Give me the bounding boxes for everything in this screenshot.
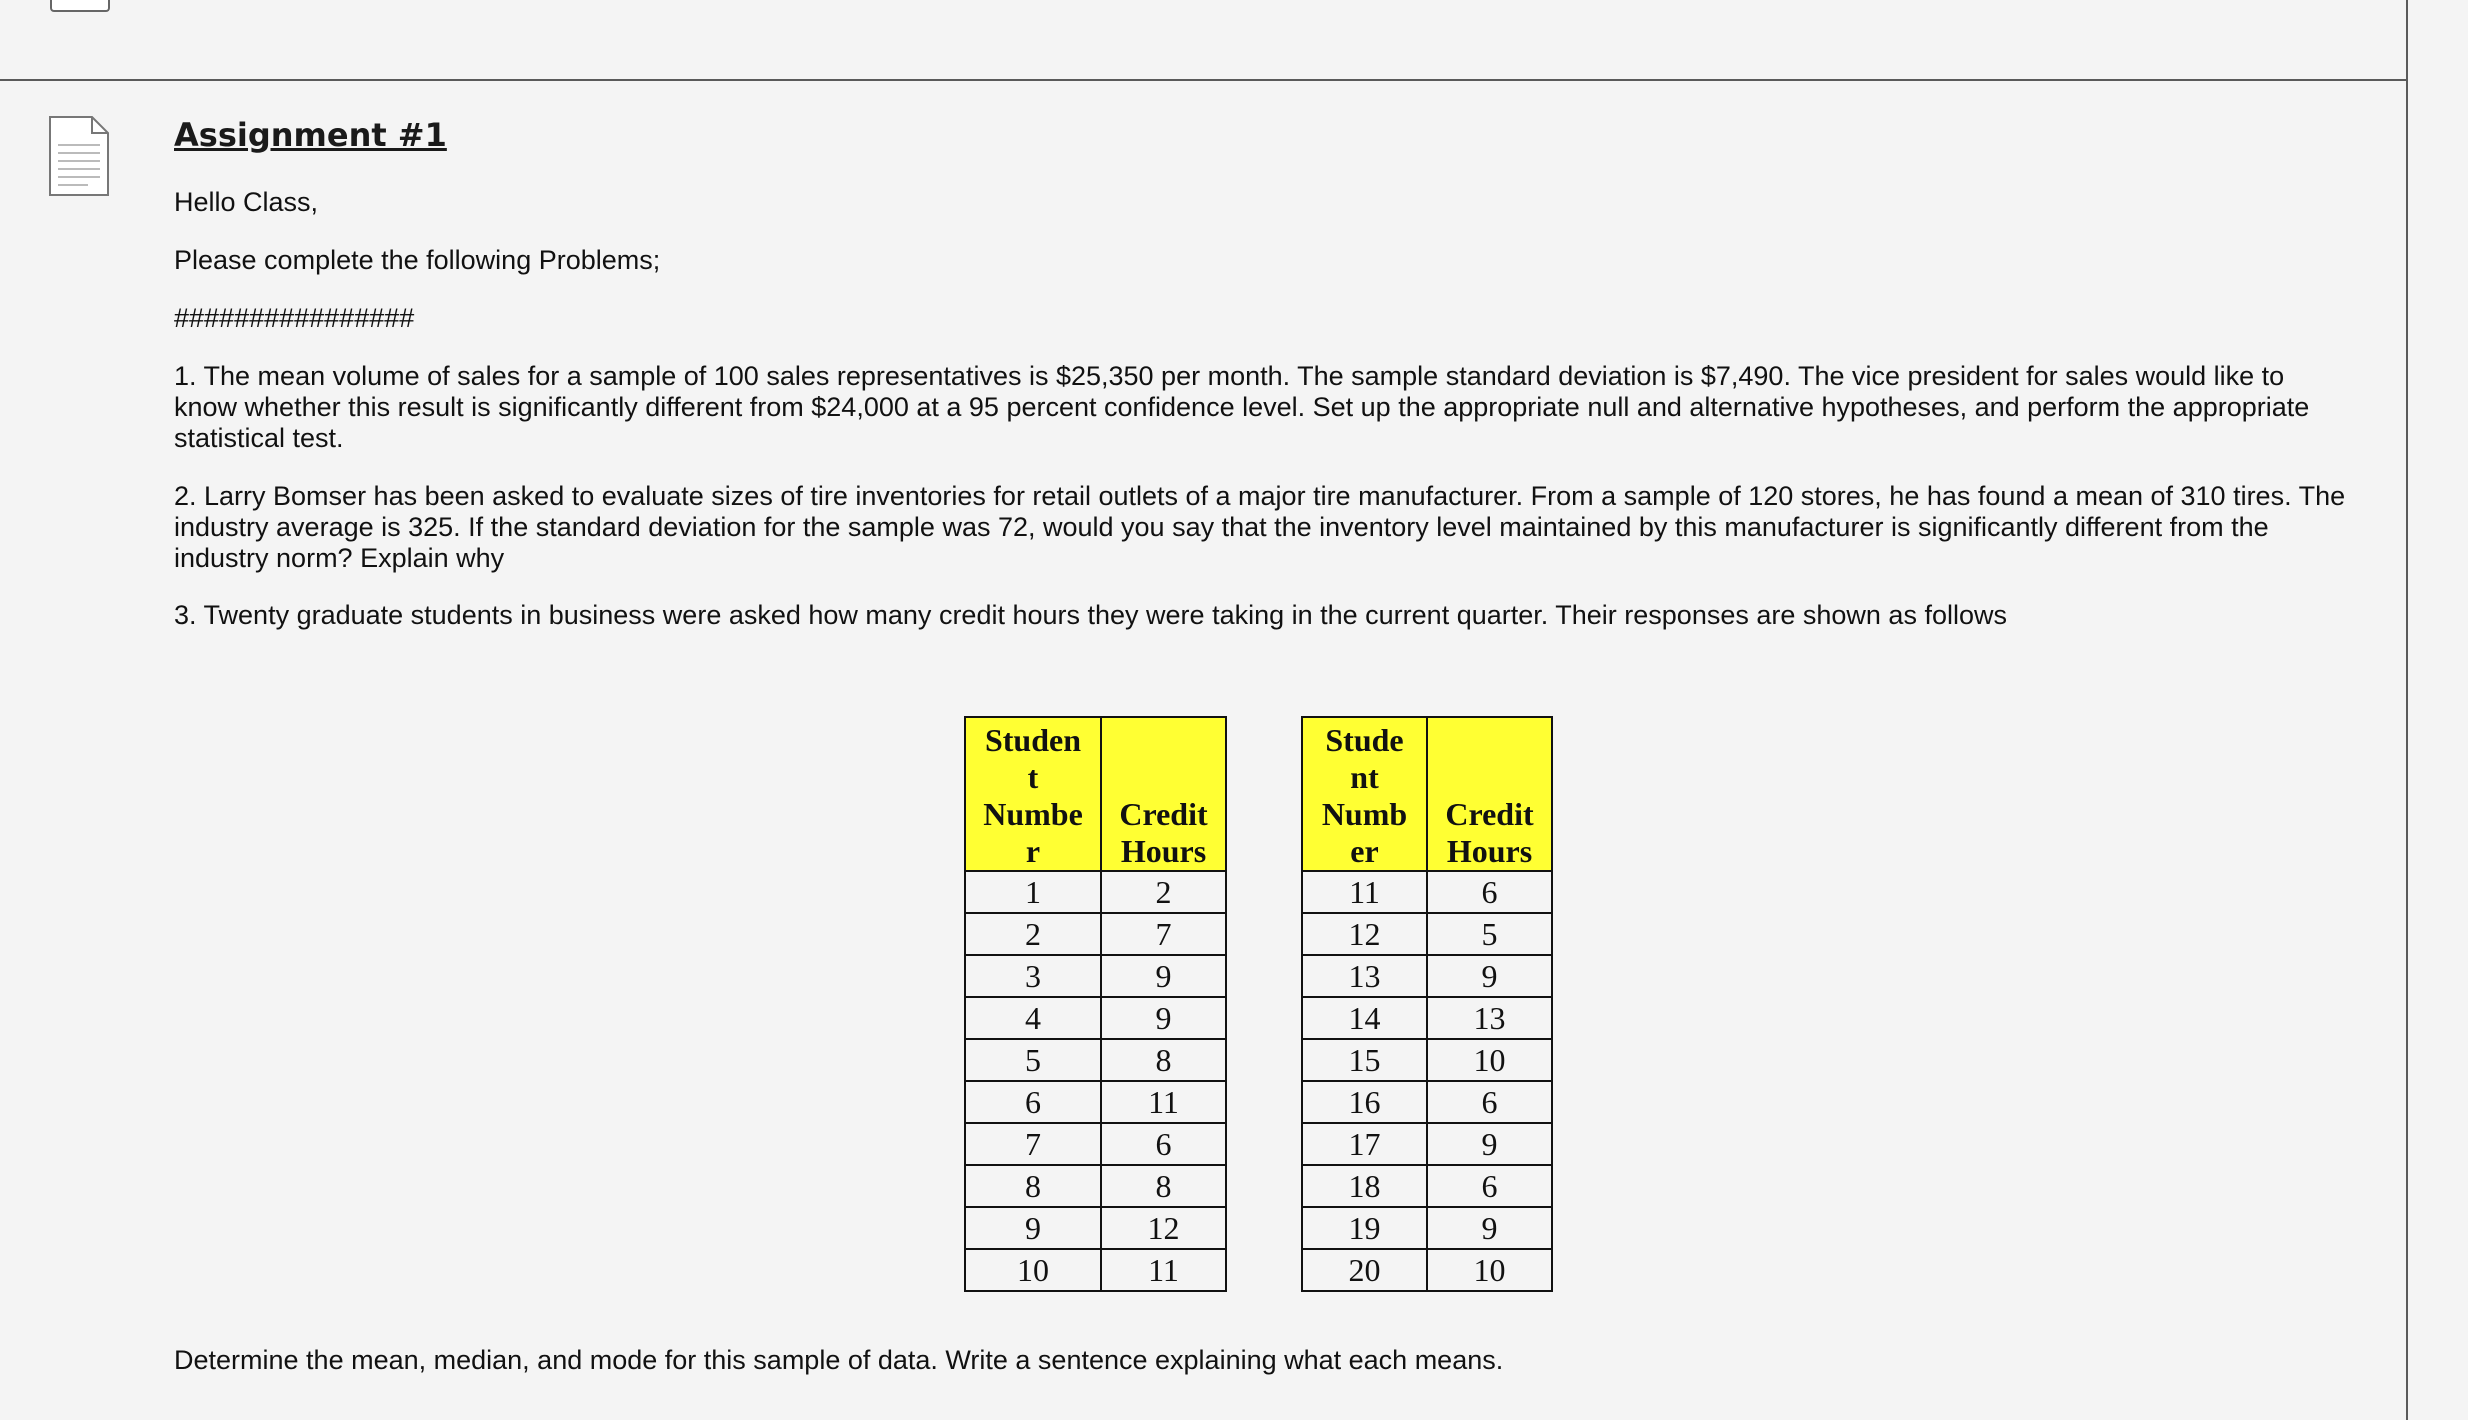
- table-row: [965, 955, 1226, 997]
- credit-hours-cell: 9: [1427, 1123, 1552, 1165]
- student-number-cell: 18: [1302, 1165, 1427, 1207]
- table-row: [1302, 1123, 1552, 1165]
- credit-hours-cell: 6: [1101, 1123, 1226, 1165]
- credit-hours-cell: 12: [1101, 1207, 1226, 1249]
- credit-hours-cell: 2: [1101, 871, 1226, 913]
- credit-hours-cell: 7: [1101, 913, 1226, 955]
- assignment-title[interactable]: Assignment #1: [174, 116, 447, 154]
- credit-hours-cell: 6: [1427, 1081, 1552, 1123]
- table-row: [965, 871, 1226, 913]
- table-row: [1302, 955, 1552, 997]
- credit-hours-cell: 9: [1427, 1207, 1552, 1249]
- problem-3: 3. Twenty graduate students in business were asked how many credit hours they were taking in the current quarter. Their responses are shown as follows: [174, 600, 2007, 630]
- student-number-cell: 11: [1302, 871, 1427, 913]
- table-row: [965, 1081, 1226, 1123]
- table-row: [1302, 1081, 1552, 1123]
- table-row: [1302, 1039, 1552, 1081]
- credit-hours-cell: 9: [1101, 997, 1226, 1039]
- table-row: [965, 1039, 1226, 1081]
- student-number-cell: 20: [1302, 1249, 1427, 1291]
- credit-hours-cell: 10: [1427, 1039, 1552, 1081]
- table-row: [1302, 913, 1552, 955]
- table-row: [965, 997, 1226, 1039]
- divider-text: ################: [174, 303, 415, 333]
- student-number-cell: 19: [1302, 1207, 1427, 1249]
- table-row: [1302, 1249, 1552, 1291]
- student-number-cell: 6: [965, 1081, 1101, 1123]
- table-row: [1302, 1207, 1552, 1249]
- right-border: [2406, 0, 2408, 1420]
- student-number-cell: 15: [1302, 1039, 1427, 1081]
- student-number-cell: 13: [1302, 955, 1427, 997]
- student-number-cell: 1: [965, 871, 1101, 913]
- table-row: [965, 1207, 1226, 1249]
- credit-hours-cell: 11: [1101, 1249, 1226, 1291]
- header-student-number: Studen t Numbe r: [965, 717, 1101, 871]
- student-number-cell: 5: [965, 1039, 1101, 1081]
- credit-hours-cell: 6: [1427, 1165, 1552, 1207]
- closing-instruction: Determine the mean, median, and mode for this sample of data. Write a sentence explaining what each means.: [174, 1345, 1504, 1375]
- credit-hours-cell: 11: [1101, 1081, 1226, 1123]
- credit-hours-cell: 10: [1427, 1249, 1552, 1291]
- divider-line: [0, 79, 2407, 81]
- student-number-cell: 8: [965, 1165, 1101, 1207]
- student-number-cell: 3: [965, 955, 1101, 997]
- student-number-cell: 9: [965, 1207, 1101, 1249]
- table-row: [1302, 997, 1552, 1039]
- greeting: Hello Class,: [174, 187, 319, 217]
- student-number-cell: 12: [1302, 913, 1427, 955]
- table-row: [1302, 871, 1552, 913]
- document-icon-partial: [50, 0, 110, 12]
- credit-hours-cell: 8: [1101, 1039, 1226, 1081]
- credit-hours-cell: 8: [1101, 1165, 1226, 1207]
- table-row: [965, 1123, 1226, 1165]
- student-number-cell: 14: [1302, 997, 1427, 1039]
- student-number-cell: 4: [965, 997, 1101, 1039]
- credit-hours-table-left: [964, 716, 1227, 1292]
- header-credit-hours: Credit Hours: [1101, 717, 1226, 871]
- problem-2: 2. Larry Bomser has been asked to evaluate sizes of tire inventories for retail outlets of a major tire manufacturer. From a sample of 120 stores, he has found a mean of 310 tires. The industry average is 325. If the standard deviation for the sample was 72, would you say that the inventory level maintained by this manufacturer is significantly different from the industry norm? Explain why: [174, 481, 2346, 573]
- credit-hours-cell: 9: [1101, 955, 1226, 997]
- credit-hours-tables: [964, 716, 1553, 1292]
- header-student-number: Stude nt Numb er: [1302, 717, 1427, 871]
- table-row: [965, 1249, 1226, 1291]
- intro-text: Please complete the following Problems;: [174, 245, 661, 275]
- problem-1: 1. The mean volume of sales for a sample of 100 sales representatives is $25,350 per month. The sample standard deviation is $7,490. The vice president for sales would like to know whether this result is significantly different from $24,000 at a 95 percent confidence level. Set up the appropriate null and alternative hypotheses, and perform the appropriate statistical test.: [174, 361, 2310, 453]
- table-row: [965, 913, 1226, 955]
- student-number-cell: 17: [1302, 1123, 1427, 1165]
- credit-hours-cell: 9: [1427, 955, 1552, 997]
- table-row: [1302, 1165, 1552, 1207]
- student-number-cell: 10: [965, 1249, 1101, 1291]
- credit-hours-cell: 13: [1427, 997, 1552, 1039]
- credit-hours-table-right: [1301, 716, 1553, 1292]
- student-number-cell: 16: [1302, 1081, 1427, 1123]
- header-credit-hours: Credit Hours: [1427, 717, 1552, 871]
- credit-hours-cell: 6: [1427, 871, 1552, 913]
- credit-hours-cell: 5: [1427, 913, 1552, 955]
- table-row: [965, 1165, 1226, 1207]
- document-icon: [48, 115, 110, 197]
- student-number-cell: 7: [965, 1123, 1101, 1165]
- student-number-cell: 2: [965, 913, 1101, 955]
